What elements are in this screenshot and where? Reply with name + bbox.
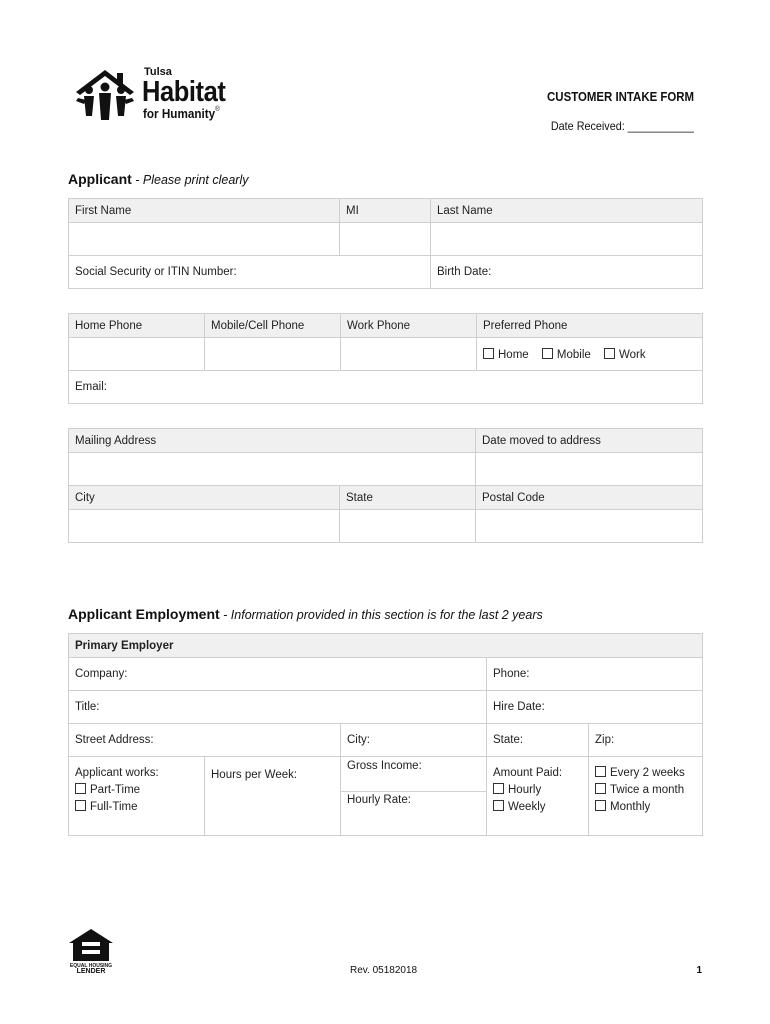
last-name-field[interactable]: [431, 223, 703, 256]
pay-frequency-cell: [589, 757, 703, 836]
first-name-field[interactable]: [69, 223, 340, 256]
applicant-section-title: Applicant - Please print clearly: [68, 171, 249, 187]
ssn-field[interactable]: Social Security or ITIN Number:: [69, 256, 431, 289]
pref-home-checkbox[interactable]: Home: [483, 349, 529, 361]
form-title: CUSTOMER INTAKE FORM: [546, 89, 694, 104]
postal-code-field[interactable]: [476, 510, 703, 543]
date-received-field[interactable]: Date Received: ___________: [551, 119, 694, 133]
pref-work-checkbox[interactable]: Work: [604, 349, 646, 361]
page-number: 1: [696, 965, 702, 976]
hire-date-field[interactable]: Hire Date:: [487, 691, 703, 724]
mi-label: MI: [340, 199, 431, 223]
employer-zip-field[interactable]: Zip:: [589, 724, 703, 757]
twice-a-month-checkbox[interactable]: Twice a month: [595, 782, 696, 799]
applicant-works-label: Applicant works:: [75, 767, 159, 779]
habitat-logo: [72, 66, 242, 130]
part-time-checkbox[interactable]: Part-Time: [75, 782, 198, 799]
preferred-phone-options: [477, 338, 703, 371]
employer-phone-field[interactable]: Phone:: [487, 658, 703, 691]
state-field[interactable]: [340, 510, 476, 543]
income-cell: [341, 757, 487, 836]
city-label: City: [69, 486, 340, 510]
eho-line1: EQUAL HOUSING: [69, 963, 113, 969]
paid-weekly-checkbox[interactable]: Weekly: [493, 799, 582, 816]
postal-code-label: Postal Code: [476, 486, 703, 510]
work-phone-label: Work Phone: [341, 314, 477, 338]
home-phone-label: Home Phone: [69, 314, 205, 338]
monthly-checkbox[interactable]: Monthly: [595, 799, 696, 816]
city-field[interactable]: [69, 510, 340, 543]
full-time-checkbox[interactable]: Full-Time: [75, 799, 198, 816]
employment-table: [68, 633, 703, 836]
paid-hourly-checkbox[interactable]: Hourly: [493, 782, 582, 799]
amount-paid-cell: [487, 757, 589, 836]
mi-field[interactable]: [340, 223, 431, 256]
address-table: [68, 428, 703, 543]
mobile-phone-field[interactable]: [205, 338, 341, 371]
eho-line2: LENDER: [76, 968, 106, 975]
mobile-phone-label: Mobile/Cell Phone: [205, 314, 341, 338]
logo-tagline: for Humanity®: [143, 106, 220, 121]
equal-housing-lender-logo: [68, 928, 114, 976]
logo-name: Habitat: [142, 76, 226, 108]
work-phone-field[interactable]: [341, 338, 477, 371]
company-field[interactable]: Company:: [69, 658, 487, 691]
mailing-address-label: Mailing Address: [69, 429, 476, 453]
employer-state-field[interactable]: State:: [487, 724, 589, 757]
birth-date-field[interactable]: Birth Date:: [431, 256, 703, 289]
applicant-name-table: [68, 198, 703, 289]
mailing-address-field[interactable]: [69, 453, 476, 486]
state-label: State: [340, 486, 476, 510]
date-moved-field[interactable]: [476, 453, 703, 486]
email-field[interactable]: Email:: [69, 371, 703, 404]
every-2-weeks-checkbox[interactable]: Every 2 weeks: [595, 765, 696, 782]
equal-housing-icon: [68, 928, 114, 962]
title-field[interactable]: Title:: [69, 691, 487, 724]
home-phone-field[interactable]: [69, 338, 205, 371]
employment-section-title: Applicant Employment - Information provided in this section is for the last 2 years: [68, 606, 543, 622]
applicant-works-cell: [69, 757, 205, 836]
logo-city: Tulsa: [144, 66, 172, 78]
street-address-field[interactable]: Street Address:: [69, 724, 341, 757]
last-name-label: Last Name: [431, 199, 703, 223]
first-name-label: First Name: [69, 199, 340, 223]
pref-mobile-checkbox[interactable]: Mobile: [542, 349, 591, 361]
date-moved-label: Date moved to address: [476, 429, 703, 453]
employer-city-field[interactable]: City:: [341, 724, 487, 757]
habitat-house-icon: [72, 68, 138, 128]
preferred-phone-label: Preferred Phone: [477, 314, 703, 338]
phone-table: [68, 313, 703, 404]
amount-paid-label: Amount Paid:: [493, 767, 563, 779]
primary-employer-label: Primary Employer: [69, 634, 703, 658]
hours-per-week-field[interactable]: Hours per Week:: [205, 757, 341, 836]
gross-income-field[interactable]: Gross Income:: [341, 757, 486, 792]
hourly-rate-field[interactable]: Hourly Rate:: [347, 794, 411, 806]
revision-number: Rev. 05182018: [350, 965, 418, 976]
